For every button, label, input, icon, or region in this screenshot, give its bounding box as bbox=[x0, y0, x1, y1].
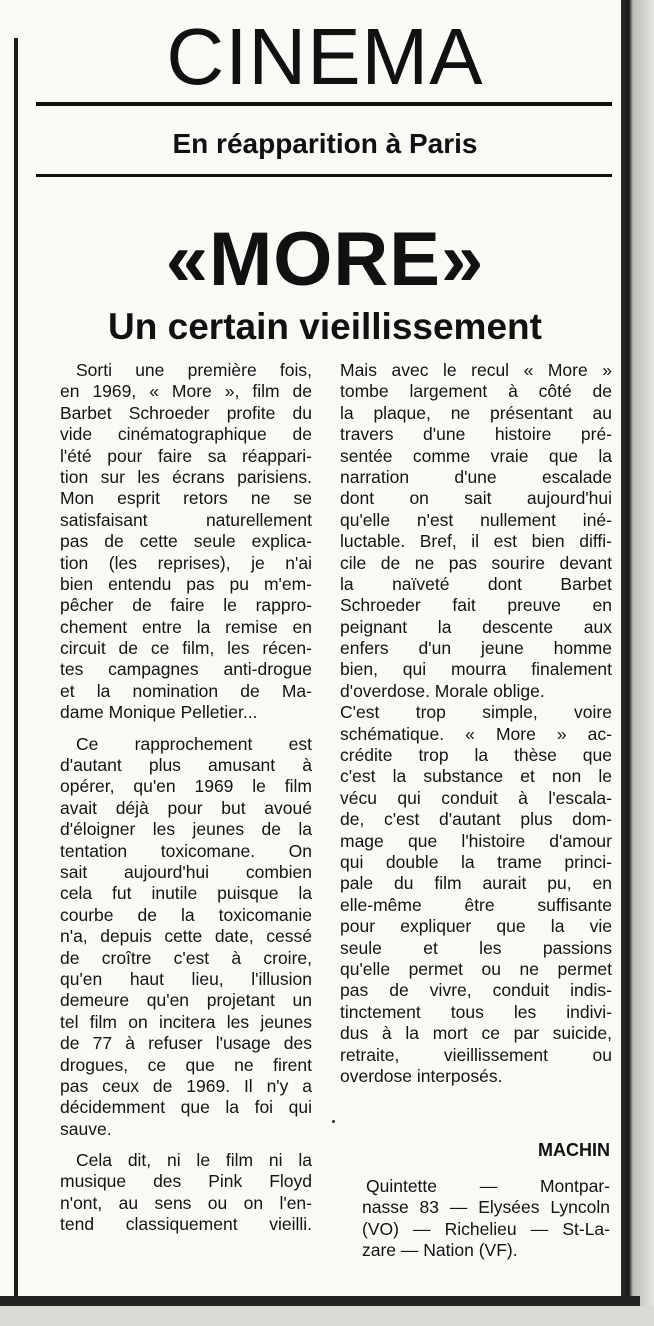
text-line: mage que l'histoire d'amour bbox=[340, 830, 612, 851]
text-line: qu'en haut lieu, l'illusion bbox=[60, 968, 312, 989]
text-line: vécu qui conduit à l'escala- bbox=[340, 787, 612, 808]
text-line: bien, qui mourra finalement bbox=[340, 659, 612, 680]
bottom-border-rule bbox=[0, 1296, 640, 1306]
text-line: tentation toxicomane. On bbox=[60, 840, 312, 861]
text-line: tes campagnes anti-drogue bbox=[60, 659, 312, 680]
text-line: vide cinématographique de bbox=[60, 424, 312, 445]
text-line: d'autant plus amusant à bbox=[60, 755, 312, 776]
text-line: pêcher de faire le rappro- bbox=[60, 595, 312, 616]
headline: «MORE» bbox=[165, 217, 485, 302]
section-title: CINEMA bbox=[166, 12, 484, 101]
text-line: tion (les reprises), je n'ai bbox=[60, 552, 312, 573]
text-line: seule et les passions bbox=[340, 937, 612, 958]
text-line: avait déjà pour but avoué bbox=[60, 797, 312, 818]
text-line: bien entendu pas pu m'em- bbox=[60, 573, 312, 594]
text-line: sauve. bbox=[60, 1118, 112, 1139]
text-line: Ce rapprochement est bbox=[76, 733, 312, 754]
right-edge-shadow bbox=[621, 0, 654, 1326]
text-line: courbe de la toxicomanie bbox=[60, 904, 312, 925]
text-line: narration d'une escalade bbox=[340, 466, 612, 487]
text-line: qu'elle permet ou ne permet bbox=[340, 958, 612, 979]
text-line: opérer, qu'en 1969 le film bbox=[60, 776, 312, 797]
venue-list bbox=[362, 1176, 610, 1262]
article-column-left bbox=[60, 360, 312, 1236]
text-line: en 1969, « More », film de bbox=[60, 381, 312, 402]
text-line: overdose interposés. bbox=[340, 1065, 503, 1086]
text-line: sentée comme vraie que la bbox=[340, 445, 612, 466]
text-line: elle-même être suffisante bbox=[340, 894, 612, 915]
text-line: d'éloigner les jeunes de la bbox=[60, 819, 312, 840]
text-line: tend classiquement vieilli. bbox=[60, 1214, 312, 1235]
text-line: de, c'est d'autant plus dom- bbox=[340, 809, 612, 830]
text-line: peignant la descente aux bbox=[340, 616, 612, 637]
text-line: crédite trop la thèse que bbox=[340, 745, 612, 766]
text-line: la naïveté dont Barbet bbox=[340, 573, 612, 594]
text-line: n'a, depuis cette date, cessé bbox=[60, 926, 312, 947]
text-line: la plaque, ne présentant au bbox=[340, 402, 612, 423]
text-line: l'été pour faire sa réappari- bbox=[60, 445, 312, 466]
text-line: qui double la trame princi- bbox=[340, 851, 612, 872]
text-line: circuit de ce film, les récen- bbox=[60, 638, 312, 659]
text-line: tel film on incitera les jeunes bbox=[60, 1011, 312, 1032]
article-column-right bbox=[340, 360, 612, 1087]
text-line: musique des Pink Floyd bbox=[60, 1171, 312, 1192]
text-line: pale du film aurait pu, en bbox=[340, 873, 612, 894]
stray-mark bbox=[332, 1120, 335, 1123]
text-line: cela fut inutile puisque la bbox=[60, 883, 312, 904]
text-line: Sorti une première fois, bbox=[76, 360, 312, 380]
text-line: dus à la mort ce par suicide, bbox=[340, 1023, 612, 1044]
paragraph-3 bbox=[60, 1150, 312, 1236]
text-line: Mon esprit retors ne se bbox=[60, 488, 312, 509]
text-line: tinctement tous les indivi- bbox=[340, 1001, 612, 1022]
paragraph-2 bbox=[60, 734, 312, 1140]
text-line: satisfaisant naturellement bbox=[60, 509, 312, 530]
text-line: Schroeder fait preuve en bbox=[340, 595, 612, 616]
text-line: Cela dit, ni le film ni la bbox=[76, 1150, 312, 1171]
page-background-edge bbox=[0, 1306, 654, 1326]
text-line: nasse 83 — Elysées Lyncoln bbox=[362, 1197, 610, 1218]
text-line: de croître c'est à croire, bbox=[60, 947, 312, 968]
text-line: cile de ne pas sourire devant bbox=[340, 552, 612, 573]
text-line: Quintette — Montpar- bbox=[366, 1176, 610, 1196]
author-signature: MACHIN bbox=[538, 1140, 610, 1160]
text-line: d'overdose. Morale oblige. bbox=[340, 680, 545, 701]
text-line: luctable. Bref, il est bien diffi- bbox=[340, 531, 612, 552]
text-line: dont on sait aujourd'hui bbox=[340, 488, 612, 509]
text-line: tombe largement à côté de bbox=[340, 381, 612, 402]
text-line: schématique. « More » ac- bbox=[340, 723, 612, 744]
text-line: tion sur les écrans parisiens. bbox=[60, 466, 312, 487]
paragraph-1 bbox=[60, 360, 312, 724]
text-line: sait aujourd'hui combien bbox=[60, 861, 312, 882]
deck: Un certain vieillissement bbox=[108, 306, 542, 347]
text-line: demeure qu'en projetant un bbox=[60, 990, 312, 1011]
text-line: Mais avec le recul « More » bbox=[340, 360, 612, 380]
text-line: pas ceux de 1969. Il n'y a bbox=[60, 1075, 312, 1096]
text-line: retraite, vieillissement ou bbox=[340, 1044, 612, 1065]
text-line: et la nomination de Ma- bbox=[60, 680, 312, 701]
header-rule bbox=[36, 102, 612, 106]
text-line: (VO) — Richelieu — St-La- bbox=[362, 1218, 610, 1239]
text-line: Barbet Schroeder profite du bbox=[60, 402, 312, 423]
text-line: décidemment que la foi qui bbox=[60, 1097, 312, 1118]
text-line: drogues, ce que ne firent bbox=[60, 1054, 312, 1075]
text-line: de 77 à refuser l'usage des bbox=[60, 1033, 312, 1054]
text-line: pas de vivre, conduit indis- bbox=[340, 980, 612, 1001]
text-line: chement entre la remise en bbox=[60, 616, 312, 637]
left-border-rule bbox=[14, 38, 18, 1308]
text-line: travers d'une histoire pré- bbox=[340, 424, 612, 445]
subheading: En réapparition à Paris bbox=[172, 128, 478, 159]
text-line: pour expliquer que la vie bbox=[340, 916, 612, 937]
text-line: C'est trop simple, voire bbox=[340, 702, 612, 723]
text-line: enfers d'un jeune homme bbox=[340, 638, 612, 659]
text-line: n'ont, au sens ou on l'en- bbox=[60, 1192, 312, 1213]
text-line: zare — Nation (VF). bbox=[362, 1240, 518, 1261]
text-line: dame Monique Pelletier... bbox=[60, 702, 258, 723]
text-line: qu'elle n'est nullement iné- bbox=[340, 509, 612, 530]
text-line: pas de cette seule explica- bbox=[60, 531, 312, 552]
subheading-rule bbox=[36, 174, 612, 177]
text-line: c'est la substance et non le bbox=[340, 766, 612, 787]
